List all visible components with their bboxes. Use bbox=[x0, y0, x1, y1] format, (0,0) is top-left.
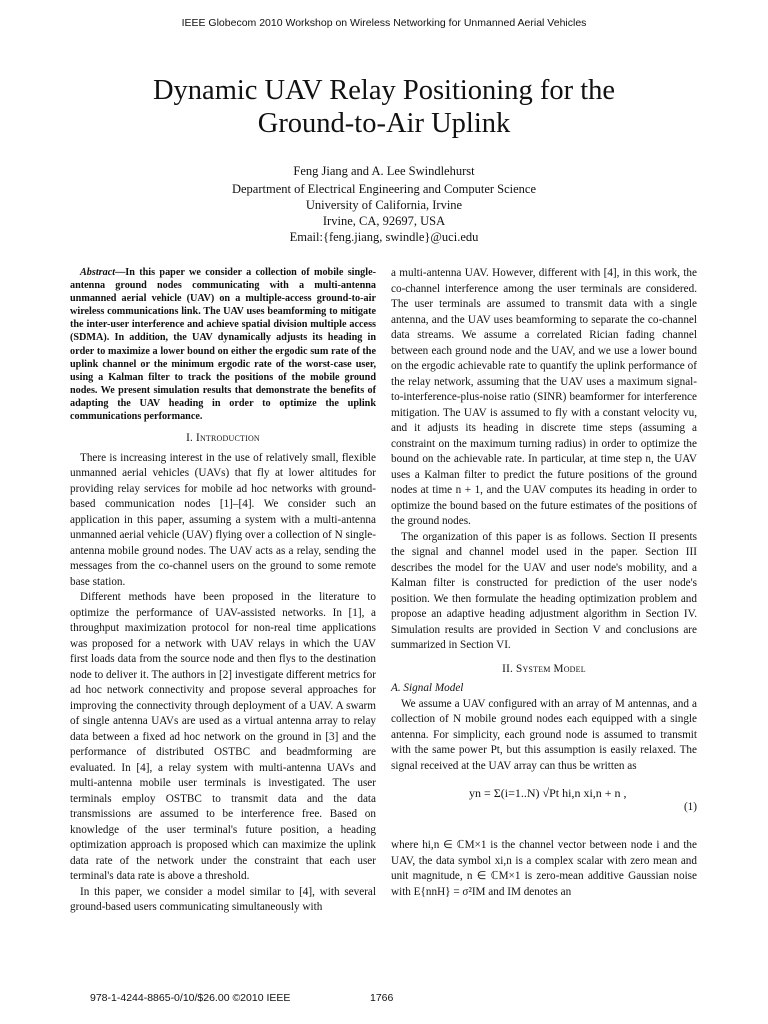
abstract-label: Abstract bbox=[80, 267, 116, 278]
copyright-footer: 978-1-4244-8865-0/10/$26.00 ©2010 IEEE bbox=[90, 992, 291, 1004]
paragraph: We assume a UAV configured with an array of M antennas, and a collection of N mobile ground nodes each equipped with a single antenna. For simplicity, each ground node is assumed to transmit with the same power Pt, but this assumption is easily relaxed. The signal received at the UAV array can thus be written as bbox=[391, 697, 697, 772]
section-number: I. bbox=[186, 432, 194, 445]
left-column bbox=[70, 266, 376, 916]
paragraph: where hi,n ∈ ℂM×1 is the channel vector between node i and the UAV, the data symbol xi,n is a complex scalar with zero mean and unit magnitude, n ∈ ℂM×1 is zero-mean additive Gaussian noise with E{nnH} = σ²IM and IM denotes an bbox=[391, 839, 697, 898]
paper-title bbox=[84, 74, 684, 140]
abstract bbox=[70, 266, 376, 423]
right-column bbox=[391, 266, 697, 900]
section-title: System Model bbox=[516, 662, 586, 675]
affiliation-line: Irvine, CA, 92697, USA bbox=[322, 214, 446, 228]
paragraph: a multi-antenna UAV. However, different with [4], in this work, the co-channel interference among the user terminals are considered. The user terminals are assumed to transmit data with a single antenna, and the UAV uses beamforming to separate the co-channel data streams. We assume a correlated Rician fading channel between each ground node and the UAV, and we use a lower bound on the ergodic achievable rate to quantify the uplink performance of the relay network, assuming that the UAV uses a maximum signal-to-interference-plus-noise ratio (SINR) beamformer for interference mitigation. The UAV is assumed to fly with a constant velocity vu, and it adjusts its heading in discrete time steps (assuming a constraint on the maximum turning radius) in order to optimize the bound on the achievable rate. In particular, at time step n, the UAV uses a Kalman filter to predict the future positions of the ground nodes at time n + 1, and the UAV computes its heading in order to optimize the bound based on the future estimates of the positions of the ground nodes. bbox=[391, 267, 697, 527]
equation-1 bbox=[391, 780, 697, 834]
section-number: II. bbox=[502, 662, 514, 675]
section-heading-introduction bbox=[70, 431, 376, 447]
affiliation-line: University of California, Irvine bbox=[305, 198, 463, 212]
equation-number: (1) bbox=[683, 801, 697, 813]
author-block bbox=[84, 163, 684, 245]
subsection-heading-signal-model: A. Signal Model bbox=[391, 682, 464, 694]
paragraph: In this paper, we consider a model similar to [4], with several ground-based users communicating simultaneously with bbox=[70, 885, 376, 914]
abstract-text: —In this paper we consider a collection of mobile single-antenna ground nodes communicating with a multi-antenna unmanned aerial vehicle (UAV) on a multiple-access ground-to-air wireless communications link. The UAV uses beamforming to mitigate the inter-user interference and achieve spatial division multiple access (SDMA). In addition, the UAV dynamically adjusts its heading in order to maximize a lower bound on either the ergodic sum rate of the uplink channel or the minimum ergodic rate of the worst-case user, using a Kalman filter to track the positions of the mobile ground nodes. We present simulation results that demonstrate the benefits of adapting the UAV heading in order to optimize the uplink communications performance. bbox=[70, 267, 376, 423]
paragraph: There is increasing interest in the use of relatively small, flexible unmanned aerial vehicles (UAVs) that fly at lower altitudes for providing relay services for mobile ad hoc networks with ground-based communication nodes [1]–[4]. We consider such an application in this paper, assuming a system with a multi-antenna unmanned aerial vehicle (UAV) flying over a collection of N single-antenna mobile ground nodes. The UAV acts as a relay, sending the messages from the co-channel users on the ground to some remote base station. bbox=[70, 451, 376, 588]
author-names: Feng Jiang and A. Lee Swindlehurst bbox=[293, 164, 475, 178]
email-line: Email:{feng.jiang, swindle}@uci.edu bbox=[289, 230, 479, 244]
equation-formula: yn = Σ(i=1..N) √Pt hi,n xi,n + n , bbox=[469, 786, 627, 800]
section-heading-system-model bbox=[391, 662, 697, 678]
page-number: 1766 bbox=[370, 992, 394, 1004]
running-header: IEEE Globecom 2010 Workshop on Wireless Networking for Unmanned Aerial Vehicles bbox=[181, 17, 587, 29]
section-title: Introduction bbox=[196, 432, 260, 445]
paragraph: The organization of this paper is as follows. Section II presents the signal and channel model used in the paper. Section III describes the model for the UAV and user node's mobility, and a Kalman filter is constructed for prediction of the user node's position. We then formulate the heading optimization problem and propose an adaptive heading adjustment algorithm in Section IV. Simulation results are provided in Section V and conclusions are summarized in Section VI. bbox=[391, 530, 697, 651]
affiliation-line: Department of Electrical Engineering and Computer Science bbox=[231, 182, 537, 196]
title-line-2: Ground-to-Air Uplink bbox=[257, 108, 511, 139]
title-line-1: Dynamic UAV Relay Positioning for the bbox=[152, 75, 616, 106]
paragraph: Different methods have been proposed in the literature to optimize the performance of UAV-assisted networks. In [1], a throughput maximization protocol for non-real time applications was proposed for a network with UAV relays in which the UAV first loads data from the source node and then flys to the destination node to deliver it. The authors in [2] investigate different metrics for ad hoc network connectivity and propose several approaches for improving the connectivity through deployment of a UAV. A swarm of single antenna UAVs are used as a virtual antenna array to relay data between a fixed ad hoc network on the ground in [3] and the performance of distributed OSTBC and beadmforming are evaluated. In [4], a relay system with multi-antenna UAVs and multi-antenna mobile user terminals is investigated. The user terminals employ OSTBC to transmit data and the data transmissions are assumed to be interference free. Based on knowledge of the user terminal's future position, a heading optimization approach is proposed which can maximize the uplink data rate of the network under the constraint that each user terminal's data rate is above a threshold. bbox=[70, 591, 376, 883]
